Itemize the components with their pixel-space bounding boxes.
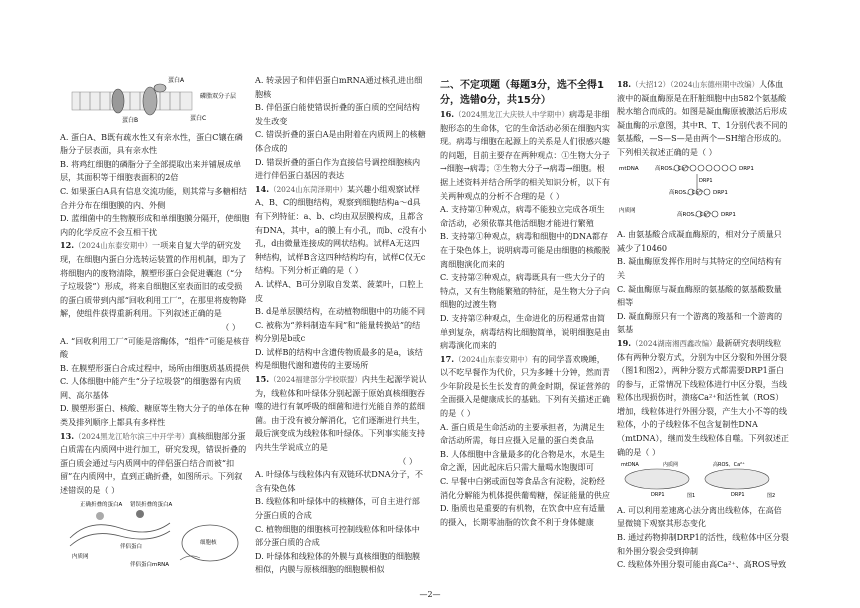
q15-option-b: B. 线粒体和叶绿体中的核糖体，可自主进行部分蛋白质的合成 bbox=[255, 496, 420, 520]
q16-option-b: B. 支持第①种观点，病毒和细胞中的DNA都存在于染色体上，说明病毒可能是由细胞的核酸脱离细胞演化而来的 bbox=[440, 231, 610, 269]
fig-label-protein-a: 蛋白A bbox=[168, 77, 185, 84]
fig-label-cooh-mid: DRP1 bbox=[713, 189, 728, 196]
q12-option-b: B. 在膜塑形蛋白合成过程中，场所由细胞质基质提供 bbox=[60, 362, 250, 373]
q12-source: （2024山东泰安期中） bbox=[74, 241, 153, 251]
q18-stem: 人体血液中的凝血酶原是在肝脏细胞中由582个氨基酸脱水缩合而成的。如图是凝血酶原被激活后形成凝血酶的示意图，其中R、T、1分别代表不同的氨基酸，—S—S—是由两个—SH缩合形成的。下列相关叙述正确的是 bbox=[617, 79, 788, 157]
q14-option-a: A. 试样A、B可分别取自发菜、菠菜叶，口腔上皮 bbox=[255, 278, 424, 303]
q19-answer-paren: （ ） bbox=[641, 446, 661, 457]
fig-label-nucleus: 细胞核 bbox=[200, 539, 217, 546]
fig-label-drp1-1: DRP1 bbox=[651, 492, 665, 499]
q13-answer-paren: （ ） bbox=[100, 485, 120, 496]
membrane-protein-figure bbox=[60, 74, 250, 126]
q11-option-d: D. 蓝细菌中的生物膜形成和单细胞膜分隔开，使细胞内的化学反应不会互相干扰 bbox=[60, 213, 250, 237]
q15-option-d: D. 叶绿体和线粒体的外膜与真核细胞的细胞膜相似，内膜与原核细胞的细胞膜相似 bbox=[255, 550, 421, 575]
question-14 bbox=[255, 183, 427, 278]
fig-label-h2n-mid: 高ROS、Ca²⁺ bbox=[669, 189, 704, 196]
q17-option-d: D. 脂质也是重要的有机物，在饮食中应有适量的摄入，长期零油脂的饮食不利于身体健康 bbox=[440, 503, 606, 527]
question-18 bbox=[617, 78, 789, 160]
q16-number: 16. bbox=[440, 109, 455, 119]
question-15 bbox=[255, 373, 427, 468]
q13-option-a: A. 转录因子和伴侣蛋白mRNA通过核孔进出细胞核 bbox=[255, 75, 423, 99]
fig-label-prothrombin: mtDNA bbox=[619, 165, 639, 172]
q14-stem: 某兴趣小组观察试样A、B、C的细胞结构，观察到细胞结构a～d具有下列特征：a、b、c均由双层膜构成，且都含有DNA，其中，a的膜上有小孔，而b、c没有小孔，d由微量连接成的网状结构。试样A无这四种结构，试样B含这四种结构均有，试样C仅无c结构。下列分析正确的是 bbox=[255, 183, 427, 276]
section-heading: 二、不定项题（每题3分，选不全得1分，选错0分，共15分） bbox=[440, 80, 604, 106]
q19-option-a: A. 可以利用差速离心法分离出线粒体，在高倍显微镜下观察其形态变化 bbox=[617, 504, 782, 529]
q14-source: （2024山东菏泽期中） bbox=[269, 184, 348, 194]
q15-source: （2024福建部分学校联盟） bbox=[269, 375, 362, 385]
fig-label-er: 内质网 bbox=[72, 553, 89, 560]
question-12 bbox=[60, 239, 250, 334]
q14-option-b: B. d是单层膜结构，在动植物细胞中的功能不同 bbox=[255, 306, 426, 317]
fig-label-phospholipid: 磷脂双分子层 bbox=[200, 93, 237, 100]
q17-number: 17. bbox=[440, 353, 455, 364]
q13-stem: 真核细胞部分蛋白质需在内质网中进行加工，研究发现，错误折叠的蛋白质会通过与内质网中的伴侣蛋白结合而被“扣留”在内质网中，直到正确折叠，如图所示。下列叙述错误的是 bbox=[60, 430, 247, 496]
q17-answer-paren: （ ） bbox=[456, 408, 475, 419]
page-number: —2— bbox=[419, 590, 441, 599]
q14-number: 14. bbox=[255, 183, 270, 194]
fig-label-wrong-fold: 错误折叠的蛋白A bbox=[130, 501, 173, 508]
q16-stem: 病毒是非细胞形态的生命体，它的生命活动必须在细胞内实现。病毒与细胞在起源上的关系是人们很感兴趣的问题，目前主要存在两种观点：①生物大分子→细胞→病毒；②生物大分子→病毒→细胞。根据上述资料并结合所学的相关知识分析，以下有关两种观点的分析不合理的是 bbox=[440, 109, 610, 201]
q18-number: 18. bbox=[617, 79, 632, 89]
q12-option-a: A. “回收利用工厂”可能是溶酶体，“组件”可能是核苷酸 bbox=[60, 335, 250, 360]
q13-option-b: B. 伴侣蛋白能使错误折叠的蛋白质的空间结构发生改变 bbox=[255, 102, 420, 126]
q15-number: 15. bbox=[255, 374, 270, 385]
q19-source: （2024湖南湘西鑫改编） bbox=[631, 338, 717, 348]
fig-label-protein-b: 蛋白B bbox=[122, 117, 139, 124]
q19-stem: 最新研究表明线粒体有两种分裂方式，分别为中区分裂和外围分裂（图1和图2），两种分裂方式都需要DRP1蛋白的参与，正常情况下线粒体进行中区分裂，当线粒体出现损伤时，溃疡Ca²⁺和活性氧（ROS）增加，线粒体进行外围分裂，产生大小不等的线粒体，小的子线粒体不包含复制性DNA（mtDNA），继而发生线粒体自噬。下列叙述正确的是 bbox=[617, 337, 789, 457]
q17-option-c: C. 早餐中白粥或面包等食品含有淀粉，淀粉经消化分解能为机体提供葡萄糖，保证能量的供应 bbox=[440, 476, 610, 500]
q19-option-c: C. 线粒体外围分裂可能由高Ca²⁺、高ROS导致 bbox=[617, 559, 787, 570]
column-3 bbox=[440, 78, 610, 529]
fig-label-correct-fold: 正确折叠的蛋白A bbox=[80, 501, 123, 508]
q12-answer-paren: （ ） bbox=[221, 321, 240, 332]
q19-option-b: B. 通过药物抑制DRP1的活性，线粒体中区分裂和外围分裂会受到抑制 bbox=[617, 532, 789, 556]
q12-number: 12. bbox=[60, 240, 75, 251]
q18-option-c: C. 凝血酶原与凝血酶原的氨基酸的氨基酸数量相等 bbox=[617, 283, 782, 308]
fig-label-ros-ca: 高ROS、Ca²⁺ bbox=[713, 462, 745, 469]
q18-option-b: B. 凝血酶原发挥作用时与其特定的空间结构有关 bbox=[617, 256, 782, 280]
q17-source: （2024山东泰安期中） bbox=[454, 354, 533, 364]
fig-label-figure-2: 图2 bbox=[767, 493, 776, 500]
q16-option-c: C. 支持第②种观点，病毒既具有一些大分子的特点，又有生物能繁殖的特征，是生物大分子向细胞的过渡生物 bbox=[440, 272, 610, 310]
q14-option-d: D. 试样B的结构中含遗传物质最多的是a，该结构是细胞代谢和遗传的主要场所 bbox=[255, 346, 423, 371]
question-17 bbox=[440, 353, 610, 421]
column-1 bbox=[60, 74, 250, 572]
q15-option-c: C. 植物细胞的细胞核可控制线粒体和叶绿体中部分蛋白质的合成 bbox=[255, 523, 420, 548]
question-16 bbox=[440, 108, 610, 203]
mitochondria-division-figure bbox=[617, 459, 789, 499]
q18-source: （大招12）（2024山东德州期中改编） bbox=[631, 80, 760, 89]
column-4 bbox=[617, 78, 789, 572]
er-chaperone-figure bbox=[60, 498, 250, 568]
q17-option-b: B. 人体细胞中含量最多的化合物是水，水是生命之源，因此起床后只需大量喝水饱腹即可 bbox=[440, 448, 605, 473]
q16-answer-paren: （ ） bbox=[545, 190, 564, 201]
q18-option-a: A. 由氨基酸合成凝血酶原的，相对分子质量只减少了10460 bbox=[617, 229, 782, 253]
q13-option-d: D. 错误折叠的蛋白作为直接信号调控细胞核内进行伴侣蛋白基因的表达 bbox=[255, 156, 421, 181]
fig-label-cooh-top: DRP1 bbox=[739, 165, 754, 172]
q18-option-d: D. 凝血酶原只有一个游离的羧基和一个游离的氨基 bbox=[617, 310, 783, 335]
q15-stem: 内共生起源学说认为，线粒体和叶绿体分别起源于原始真核细胞吞噬的进行有氧呼吸的细菌和进行光能自养的蓝细菌。由于没有被分解消化，它们逐渐进行共生，最后演变成为线粒体和叶绿体。下列事实能支持内共生学说成立的是 bbox=[255, 374, 427, 453]
q12-stem: 一项来自复大学的研究发现，在细胞内蛋白分选转运装置的作用机制，即为了将细胞内的废物清除，膜塑形蛋白会促进囊泡（“分子垃圾袋”）形成，将来自细胞区室表面旧的或受损的蛋白质带到内部“回收利用工厂”，在那里将废物降解，使组件获得重新利用。下列叙述正确的是 bbox=[60, 240, 247, 319]
q14-answer-paren: （ ） bbox=[344, 265, 363, 276]
q16-option-d: D. 支持第②种观点，生命进化的历程通常由简单到复杂，病毒结构比细胞简单，说明细胞是由病毒演化而来的 bbox=[440, 312, 610, 351]
q14-option-c: C. 被称为“养料制造车间”和“能量转换站”的结构分别是b或c bbox=[255, 319, 421, 344]
fig-label-figure-1: 图1 bbox=[687, 493, 696, 500]
question-13 bbox=[60, 430, 250, 498]
q16-source: （2024黑龙江大庆铁人中学期中） bbox=[454, 110, 569, 119]
fig-label-h2n-bottom: 高ROS、Ca²⁺ bbox=[677, 211, 712, 218]
fig-label-chaperone-mrna: 伴侣蛋白mRNA bbox=[130, 561, 170, 568]
fig-label-chaperone: 伴侣蛋白 bbox=[120, 543, 143, 550]
fig-label-h2n-top: 高ROS、Ca²⁺ bbox=[655, 165, 690, 172]
q11-option-b: B. 将鸡红细胞的磷脂分子全部提取出来并铺展成单层，其面积等于细胞表面积的2倍 bbox=[60, 158, 242, 183]
q18-answer-paren: （ ） bbox=[697, 146, 717, 157]
fig-label-mtdna: mtDNA bbox=[621, 462, 639, 469]
q15-answer-paren: （ ） bbox=[398, 455, 417, 466]
fig-label-thrombin: 内质网 bbox=[619, 207, 636, 214]
q16-option-a: A. 支持第①种观点，病毒不能独立完成各项生命活动，必须依靠其他活细胞才能进行繁殖 bbox=[440, 204, 605, 228]
q12-option-d: D. 膜塑形蛋白、核酸、糖原等生物大分子的单体在种类及排列顺序上都具有多样性 bbox=[60, 403, 250, 428]
q13-option-c: C. 错误折叠的蛋白A是由附着在内质网上的核糖体合成的 bbox=[255, 129, 426, 153]
q19-number: 19. bbox=[617, 337, 632, 348]
fig-label-protein-c: 蛋白C bbox=[190, 115, 207, 122]
fig-label-disulfide: DRP1 bbox=[699, 177, 713, 184]
question-19 bbox=[617, 337, 789, 459]
q17-stem: 有的同学喜欢晚睡，以不吃早餐作为代价，只为多睡十分钟，然而青少年阶段是长生长发育的黄金时期，保证营养的全面摄入是健康成长的基础。下列有关描述正确的是 bbox=[440, 353, 610, 419]
q13-source: （2024黑龙江哈尔滨三中开学考） bbox=[74, 431, 189, 441]
q11-option-a: A. 蛋白A、B既有疏水性又有亲水性，蛋白C镶在磷脂分子层表面，具有亲水性 bbox=[60, 131, 243, 156]
q11-option-c: C. 如果蛋白A具有信息交流功能，则其常与多糖相结合并分布在细胞膜的内、外侧 bbox=[60, 185, 247, 210]
fig-label-er: 内质网 bbox=[663, 462, 679, 469]
q13-number: 13. bbox=[60, 430, 75, 441]
prothrombin-figure bbox=[617, 160, 789, 224]
q17-option-a: A. 蛋白质是生命活动的主要承担者，为满足生命活动所需，每日应摄入足量的蛋白类食品 bbox=[440, 421, 605, 446]
fig-label-cooh-bottom: DRP1 bbox=[721, 211, 736, 218]
q15-option-a: A. 叶绿体与线粒体内有双链环状DNA分子，不含有染色体 bbox=[255, 469, 424, 493]
q12-option-c: C. 人体细胞中能产生“分子垃圾袋”的细胞器有内质网、高尔基体 bbox=[60, 376, 242, 400]
fig-label-drp1-2: DRP1 bbox=[731, 492, 745, 499]
column-2 bbox=[255, 74, 427, 577]
